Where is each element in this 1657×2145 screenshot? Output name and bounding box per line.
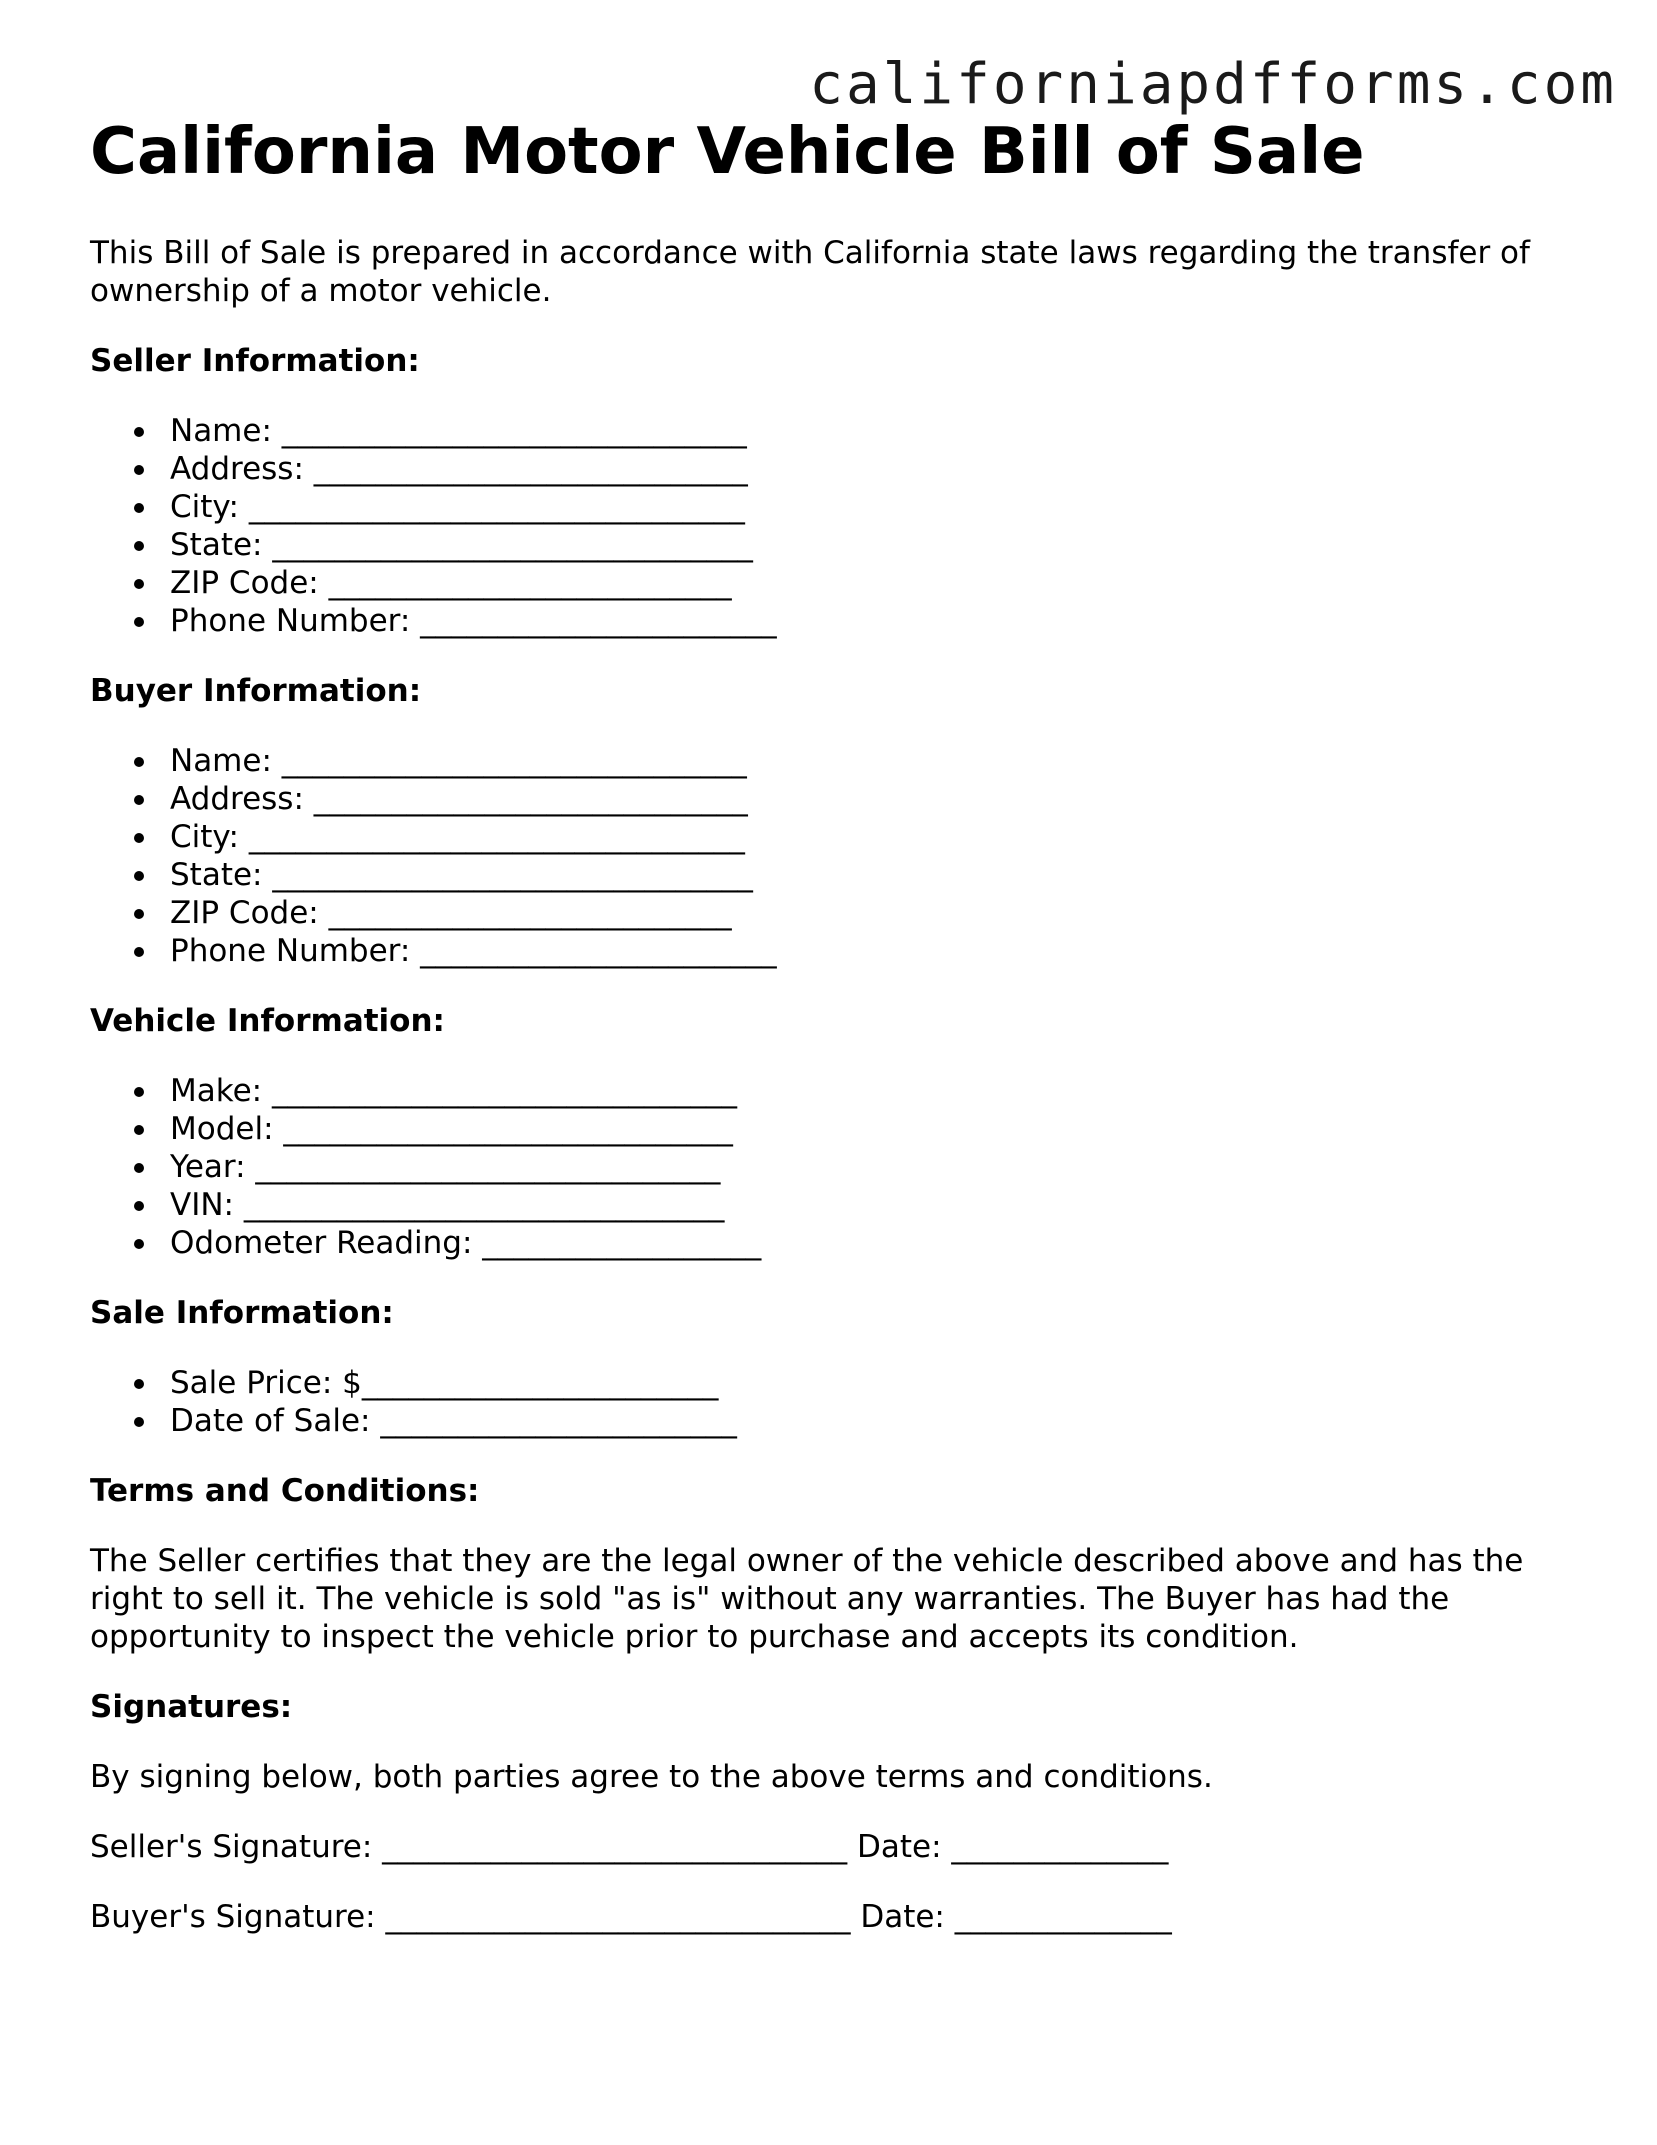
field-label: Make:	[170, 1073, 272, 1109]
buyer-date-blank[interactable]: ______________	[954, 1899, 1172, 1935]
field-label: Sale Price: $	[170, 1365, 362, 1401]
bullet-icon	[134, 909, 144, 919]
buyer-name-field[interactable]	[90, 742, 1570, 780]
bullet-icon	[134, 1125, 144, 1135]
seller-state-field[interactable]	[90, 526, 1570, 564]
field-label: City:	[170, 819, 249, 855]
bullet-icon	[134, 795, 144, 805]
field-label: Year:	[170, 1149, 256, 1185]
seller-signature-line[interactable]	[90, 1828, 1570, 1866]
bullet-icon	[134, 871, 144, 881]
field-blank[interactable]: _______________________	[380, 1403, 737, 1439]
seller-heading: Seller Information:	[90, 343, 420, 379]
bullet-icon	[134, 617, 144, 627]
bullet-icon	[134, 1201, 144, 1211]
field-label: Name:	[170, 743, 282, 779]
field-label: Phone Number:	[170, 603, 421, 639]
field-blank[interactable]: ______________________________	[281, 743, 747, 779]
field-label: Date of Sale:	[170, 1403, 381, 1439]
sale-price-field[interactable]	[90, 1364, 1570, 1402]
bullet-icon	[134, 1379, 144, 1389]
terms-heading: Terms and Conditions:	[90, 1473, 480, 1509]
seller-name-field[interactable]	[90, 412, 1570, 450]
buyer-zip-field[interactable]	[90, 894, 1570, 932]
bullet-icon	[134, 541, 144, 551]
field-blank[interactable]: ______________________________	[255, 1149, 721, 1185]
bullet-icon	[134, 579, 144, 589]
seller-address-field[interactable]	[90, 450, 1570, 488]
field-blank[interactable]: ________________________________	[248, 819, 745, 855]
terms-paragraph: The Seller certifies that they are the legal owner of the vehicle described above and has the right to sell it. The vehicle is sold "as is" without any warranties. The Buyer has had the opportunity to inspect the vehicle prior to purchase and accepts its condition.	[90, 1543, 1524, 1655]
buyer-signature-label: Buyer's Signature:	[90, 1899, 386, 1935]
field-label: ZIP Code:	[170, 895, 329, 931]
field-label: Address:	[170, 781, 314, 817]
field-blank[interactable]: _____________________________	[283, 1111, 733, 1147]
field-label: State:	[170, 527, 273, 563]
sale-heading: Sale Information:	[90, 1295, 394, 1331]
field-label: ZIP Code:	[170, 565, 329, 601]
vehicle-make-field[interactable]	[90, 1072, 1570, 1110]
field-blank[interactable]: __________________________	[328, 895, 732, 931]
field-blank[interactable]: __________________________	[328, 565, 732, 601]
bullet-icon	[134, 1417, 144, 1427]
bullet-icon	[134, 465, 144, 475]
seller-date-blank[interactable]: ______________	[951, 1829, 1169, 1865]
watermark: californiapdfforms.com	[809, 52, 1617, 117]
buyer-phone-field[interactable]	[90, 932, 1570, 970]
field-label: Odometer Reading:	[170, 1225, 483, 1261]
buyer-field-list	[90, 742, 1570, 970]
buyer-signature-line[interactable]	[90, 1898, 1570, 1936]
field-label: Name:	[170, 413, 282, 449]
field-blank[interactable]: _______________________	[420, 603, 777, 639]
bullet-icon	[134, 503, 144, 513]
sale-field-list	[90, 1364, 1570, 1440]
intro-paragraph: This Bill of Sale is prepared in accordance with California state laws regarding the transfer of ownership of a motor vehicle.	[90, 235, 1530, 309]
bullet-icon	[134, 947, 144, 957]
vehicle-odometer-field[interactable]	[90, 1224, 1570, 1262]
buyer-address-field[interactable]	[90, 780, 1570, 818]
field-label: City:	[170, 489, 249, 525]
document-title: California Motor Vehicle Bill of Sale	[90, 115, 1365, 189]
field-blank[interactable]: _______________________________	[272, 527, 753, 563]
field-blank[interactable]: _______________________	[361, 1365, 719, 1401]
buyer-date-label: Date:	[850, 1899, 955, 1935]
buyer-heading: Buyer Information:	[90, 673, 422, 709]
field-blank[interactable]: ____________________________	[313, 781, 748, 817]
field-blank[interactable]: _______________________	[420, 933, 777, 969]
field-blank[interactable]: __________________	[482, 1225, 762, 1261]
field-label: Address:	[170, 451, 314, 487]
seller-city-field[interactable]	[90, 488, 1570, 526]
buyer-city-field[interactable]	[90, 818, 1570, 856]
field-label: Phone Number:	[170, 933, 421, 969]
sale-date-field[interactable]	[90, 1402, 1570, 1440]
seller-signature-blank[interactable]: ______________________________	[382, 1829, 848, 1865]
field-label: State:	[170, 857, 273, 893]
seller-phone-field[interactable]	[90, 602, 1570, 640]
field-blank[interactable]: ______________________________	[281, 413, 747, 449]
field-blank[interactable]: ____________________________	[313, 451, 748, 487]
bullet-icon	[134, 427, 144, 437]
seller-signature-label: Seller's Signature:	[90, 1829, 383, 1865]
buyer-state-field[interactable]	[90, 856, 1570, 894]
document	[90, 112, 1570, 1968]
field-label: VIN:	[170, 1187, 244, 1223]
vehicle-field-list	[90, 1072, 1570, 1262]
field-blank[interactable]: ________________________________	[248, 489, 745, 525]
signatures-paragraph: By signing below, both parties agree to the above terms and conditions.	[90, 1759, 1213, 1795]
vehicle-vin-field[interactable]	[90, 1186, 1570, 1224]
seller-date-label: Date:	[847, 1829, 952, 1865]
bullet-icon	[134, 1239, 144, 1249]
field-label: Model:	[170, 1111, 284, 1147]
bullet-icon	[134, 1087, 144, 1097]
bullet-icon	[134, 1163, 144, 1173]
field-blank[interactable]: _______________________________	[272, 857, 753, 893]
vehicle-model-field[interactable]	[90, 1110, 1570, 1148]
field-blank[interactable]: _______________________________	[243, 1187, 725, 1223]
bullet-icon	[134, 833, 144, 843]
bullet-icon	[134, 757, 144, 767]
field-blank[interactable]: ______________________________	[271, 1073, 737, 1109]
vehicle-year-field[interactable]	[90, 1148, 1570, 1186]
signatures-heading: Signatures:	[90, 1689, 293, 1725]
seller-field-list	[90, 412, 1570, 640]
buyer-signature-blank[interactable]: ______________________________	[385, 1899, 851, 1935]
vehicle-heading: Vehicle Information:	[90, 1003, 445, 1039]
seller-zip-field[interactable]	[90, 564, 1570, 602]
